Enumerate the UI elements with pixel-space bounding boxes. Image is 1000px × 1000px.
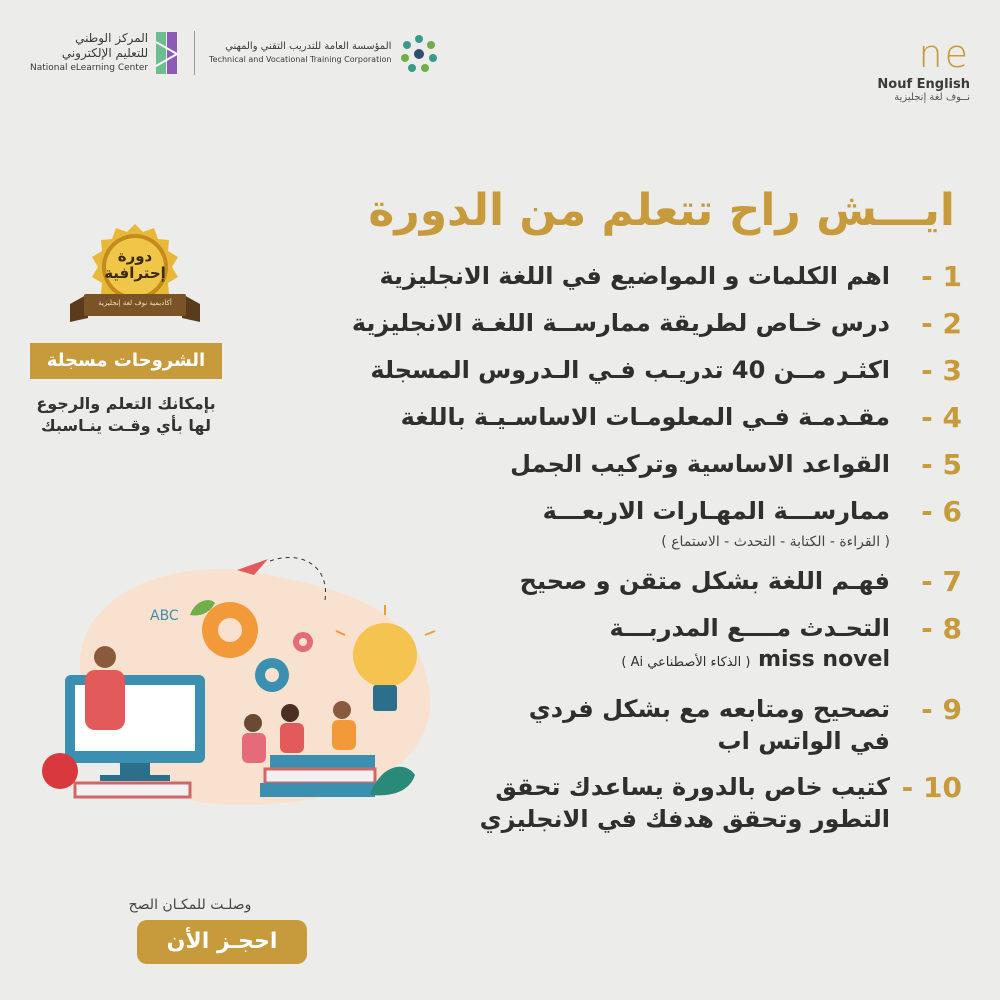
badge-line1: دورة — [117, 247, 153, 265]
recorded-desc-line1: بإمكانك التعلم والرجوع — [36, 394, 216, 413]
recorded-label: الشروحات مسجلة — [30, 343, 222, 379]
list-item — [342, 307, 962, 340]
item-number: 2 - — [921, 307, 962, 340]
item-number: 6 - — [921, 495, 962, 528]
badge-ribbon-text: أكاديمية نوف لغة إنجليزية — [98, 299, 172, 307]
nouf-english-logo — [877, 32, 970, 103]
list-item — [342, 260, 962, 293]
item-text: القواعد الاساسية وتركيب الجمل — [510, 450, 890, 478]
item-text: تصحيح ومتابعه مع بشكل فردي — [528, 695, 890, 723]
recorded-desc-line2: لها بأي وقـت ينـاسبك — [41, 416, 211, 435]
pro-course-badge — [70, 222, 200, 336]
tvtc-emblem-icon — [397, 31, 441, 75]
nelc-ar-line1: المركز الوطني — [75, 30, 149, 45]
list-item — [342, 401, 962, 434]
item-text: كتيب خاص بالدورة يساعدك تحقق — [495, 773, 890, 801]
item-subtext: ( القراءة - الكتابة - التحدث - الاستماع ) — [661, 534, 890, 550]
recorded-description — [30, 393, 222, 437]
trainer-name: miss novel — [758, 647, 890, 672]
ai-note: ( الذكاء الأصطناعي Ai ) — [621, 655, 751, 670]
item-number: 4 - — [921, 401, 962, 434]
nelc-emblem-icon — [154, 30, 180, 76]
item-text-line2: في الواتس اب — [717, 727, 890, 755]
partner-logos — [30, 30, 441, 76]
item-text: اهم الكلمات و المواضيع في اللغة الانجليزية — [379, 262, 890, 290]
item-number: 8 - — [921, 612, 962, 645]
logo-divider — [194, 31, 195, 75]
item-number: 5 - — [921, 448, 962, 481]
item-text: ممارســـة المهـارات الاربعـــة — [542, 497, 890, 525]
nelc-logo — [30, 30, 180, 76]
brand-mark: ne — [918, 32, 970, 76]
book-now-button[interactable]: احجـز الأن — [137, 920, 307, 964]
item-text: مقـدمـة فـي المعلومـات الاساسـيـة باللغة — [400, 403, 890, 431]
tvtc-ar: المؤسسة العامة للتدريب التقني والمهني — [225, 41, 392, 52]
page-title: ايـــش راح تتعلم من الدورة — [368, 185, 955, 236]
online-learning-illustration — [40, 545, 440, 819]
item-number: 1 - — [921, 260, 962, 293]
tvtc-logo — [209, 31, 441, 75]
list-item — [342, 354, 962, 387]
cta-caption: وصلـت للمكـان الصح — [128, 897, 252, 913]
brand-ar: نــوف لغة إنجليزية — [894, 92, 970, 103]
item-number: 9 - — [921, 693, 962, 726]
nelc-ar-line2: للتعليم الإلكتروني — [61, 45, 149, 60]
badge-line2: إحترافية — [104, 264, 166, 282]
illustration-icon — [40, 545, 440, 815]
list-item — [342, 448, 962, 481]
item-number: 10 - — [901, 771, 962, 804]
item-number: 7 - — [921, 565, 962, 598]
abc-label: ABC — [150, 608, 179, 624]
item-number: 3 - — [921, 354, 962, 387]
nelc-en: National eLearning Center — [30, 62, 149, 73]
item-text: التحـدث مــــع المدربـــة — [609, 614, 890, 642]
list-item — [342, 495, 962, 551]
item-text: فهـم اللغة بشكل متقن و صحيح — [519, 567, 890, 595]
tvtc-en: Technical and Vocational Training Corporation — [209, 55, 392, 64]
item-text-line2: التطور وتحقق هدفك في الانجليزي — [479, 805, 890, 833]
item-text: اكثـر مــن 40 تدريـب فـي الـدروس المسجلة — [370, 356, 890, 384]
brand-name: Nouf English — [877, 77, 970, 92]
item-text: درس خـاص لطريقة ممارســة اللغـة الانجليزية — [351, 309, 890, 337]
